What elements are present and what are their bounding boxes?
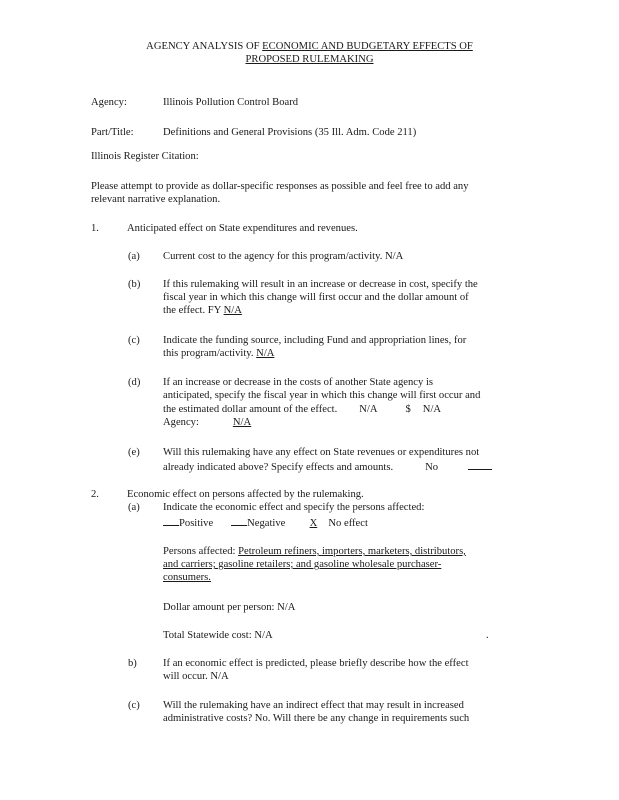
item-1d-line3-text: the estimated dollar amount of the effect. — [163, 404, 338, 415]
dollar-amount-per-person: Dollar amount per person: N/A — [163, 602, 296, 613]
item-1e-line2 — [163, 459, 492, 474]
item-2c-line2: administrative costs? No. Will there be any change in requirements such — [163, 713, 470, 724]
item-1c-line1: Indicate the funding source, including Fund and appropriation lines, for — [163, 335, 467, 346]
item-1c-line2-text: this program/activity. — [163, 348, 257, 359]
persons-affected-value-1: Petroleum refiners, importers, marketers, distributors, — [238, 546, 466, 557]
item-1e-answer: No — [425, 462, 439, 473]
item-1a-text: Current cost to the agency for this program/activity. N/A — [163, 251, 404, 262]
section2-title: Economic effect on persons affected by the rulemaking. — [127, 489, 364, 500]
persons-affected-label: Persons affected: — [163, 546, 239, 557]
part-title-label: Part/Title: — [91, 127, 134, 138]
item-2a-label: (a) — [128, 502, 140, 513]
item-1d-agency-label: Agency: — [163, 417, 199, 428]
persons-affected-line1 — [163, 545, 466, 558]
title-text-a: AGENCY ANALYSIS OF — [146, 41, 263, 52]
item-2b-line2: will occur. N/A — [163, 671, 229, 682]
negative-blank — [231, 515, 247, 526]
persons-affected-line2 — [163, 558, 441, 571]
item-2c-label: (c) — [128, 700, 140, 711]
agency-value: Illinois Pollution Control Board — [163, 97, 299, 108]
item-1b-label: (b) — [128, 279, 141, 290]
persons-affected-value-2: and carriers; gasoline retailers; and gasoline wholesale purchaser- — [163, 559, 442, 570]
item-2a-effect-options — [163, 515, 368, 530]
item-1c-funding-value: N/A — [256, 348, 275, 359]
document-title-line2 — [0, 53, 619, 66]
item-1b-line3 — [163, 304, 242, 317]
persons-affected-line3 — [163, 571, 211, 584]
item-1e-line2-text: already indicated above? Specify effects and amounts. — [163, 462, 394, 473]
document-title-line1 — [0, 40, 619, 53]
title-text-b: ECONOMIC AND BUDGETARY EFFECTS OF — [262, 41, 473, 52]
no-effect-option: No effect — [328, 518, 368, 529]
negative-option: Negative — [247, 518, 286, 529]
item-1b-line3-text: the effect. FY — [163, 305, 224, 316]
persons-affected-value-3: consumers. — [163, 572, 211, 583]
total-cost-period: . — [486, 630, 489, 641]
section1-number: 1. — [91, 223, 99, 234]
instructions-line1: Please attempt to provide as dollar-specific responses as possible and feel free to add any — [91, 181, 469, 192]
item-2b-label: b) — [128, 658, 137, 669]
item-1e-label: (e) — [128, 447, 140, 458]
item-1a-label: (a) — [128, 251, 140, 262]
total-statewide-cost: Total Statewide cost: N/A — [163, 630, 273, 641]
item-1d-line4 — [163, 416, 283, 429]
item-2c-line1: Will the rulemaking have an indirect effect that may result in increased — [163, 700, 464, 711]
item-1b-fy-value: N/A — [223, 305, 242, 316]
item-1d-agency-value: N/A — [232, 417, 252, 428]
item-1e-blank — [468, 459, 492, 470]
item-2a-line1: Indicate the economic effect and specify the persons affected: — [163, 502, 425, 513]
item-1c-line2 — [163, 347, 274, 360]
item-1b-line2: fiscal year in which this change will first occur and the dollar amount of — [163, 292, 469, 303]
item-1b-line1: If this rulemaking will result in an increase or decrease in cost, specify the — [163, 279, 478, 290]
positive-option: Positive — [179, 518, 214, 529]
instructions-line2: relevant narrative explanation. — [91, 194, 221, 205]
part-title-value: Definitions and General Provisions (35 Ill. Adm. Code 211) — [163, 127, 417, 138]
item-2b-line1: If an economic effect is predicted, please briefly describe how the effect — [163, 658, 469, 669]
section1-title: Anticipated effect on State expenditures and revenues. — [127, 223, 358, 234]
register-citation: Illinois Register Citation: — [91, 151, 199, 162]
item-1d-dollar-value: N/A — [422, 404, 442, 415]
item-1d-line1: If an increase or decrease in the costs of another State agency is — [163, 377, 434, 388]
item-1d-fy-value: N/A — [359, 404, 378, 415]
item-1d-label: (d) — [128, 377, 141, 388]
positive-blank — [163, 515, 179, 526]
no-effect-mark: X — [309, 518, 318, 529]
item-1e-line1: Will this rulemaking have any effect on State revenues or expenditures not — [163, 447, 480, 458]
title-text-line2: PROPOSED RULEMAKING — [245, 54, 374, 65]
section2-number: 2. — [91, 489, 99, 500]
item-1d-line3 — [163, 403, 441, 416]
agency-label: Agency: — [91, 97, 127, 108]
item-1d-line2: anticipated, specify the fiscal year in which this change will first occur and — [163, 390, 481, 401]
item-1c-label: (c) — [128, 335, 140, 346]
item-1d-dollar-sign: $ — [405, 404, 411, 415]
